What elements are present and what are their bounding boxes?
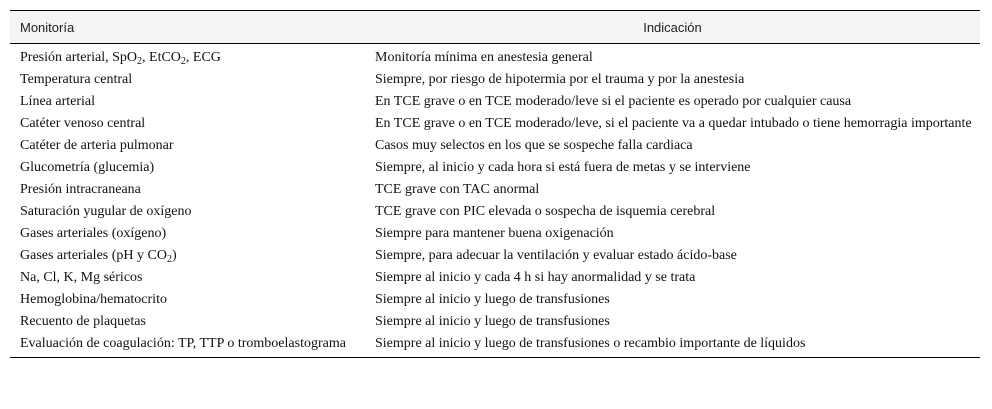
table-row	[10, 157, 980, 179]
cell-indicacion: Monitoría mínima en anestesia general	[375, 50, 593, 65]
cell-monitoria: Saturación yugular de oxígeno	[20, 204, 192, 219]
table-row	[10, 179, 980, 201]
table-header-row	[10, 11, 980, 44]
header-indicacion: Indicación	[365, 11, 980, 44]
cell-monitoria: Evaluación de coagulación: TP, TTP o tromboelastograma	[10, 333, 365, 358]
table-row	[10, 69, 980, 91]
monitoring-table-container	[10, 10, 980, 358]
cell-monitoria: Gases arteriales (oxígeno)	[20, 226, 167, 241]
cell-indicacion: Siempre, al inicio y cada hora si está fuera de metas y se interviene	[375, 160, 751, 175]
cell-indicacion: Siempre al inicio y luego de transfusiones	[375, 314, 610, 329]
cell-monitoria: Catéter de arteria pulmonar	[20, 138, 174, 153]
cell-indicacion: Siempre al inicio y luego de transfusiones	[375, 292, 610, 307]
table-row	[10, 245, 980, 267]
cell-indicacion: Siempre, para adecuar la ventilación y evaluar estado ácido-base	[375, 248, 737, 263]
cell-monitoria: Presión intracraneana	[20, 182, 141, 197]
table-row	[10, 289, 980, 311]
cell-monitoria: Gases arteriales (pH y $CO_2$)	[20, 248, 177, 265]
table-body	[10, 44, 980, 358]
cell-monitoria: Glucometría (glucemia)	[20, 160, 155, 175]
cell-monitoria: Na, Cl, K, Mg séricos	[20, 270, 143, 285]
monitoring-table	[10, 10, 980, 358]
header-monitoria: Monitoría	[10, 11, 365, 44]
cell-monitoria: Presión arterial, SpO$_2$, EtCO$_2$, ECG	[20, 50, 221, 67]
cell-indicacion: Casos muy selectos en los que se sospeche falla cardiaca	[375, 138, 693, 153]
cell-indicacion: En TCE grave o en TCE moderado/leve si el paciente es operado por cualquier causa	[375, 94, 852, 109]
cell-monitoria: Hemoglobina/hematocrito	[20, 292, 167, 307]
table-row	[10, 267, 980, 289]
cell-indicacion: Siempre al inicio y cada 4 h si hay anormalidad y se trata	[375, 270, 696, 285]
cell-indicacion: En TCE grave o en TCE moderado/leve, si el paciente va a quedar intubado o tiene hemorragia importante	[375, 116, 972, 131]
table-row	[10, 135, 980, 157]
cell-indicacion: Siempre, por riesgo de hipotermia por el trauma y por la anestesia	[375, 72, 745, 87]
cell-indicacion: TCE grave con TAC anormal	[375, 182, 540, 197]
table-row	[10, 223, 980, 245]
cell-monitoria: Recuento de plaquetas	[20, 314, 146, 329]
cell-indicacion: Siempre para mantener buena oxigenación	[375, 226, 614, 241]
table-row	[10, 311, 980, 333]
table-row	[10, 201, 980, 223]
cell-indicacion: TCE grave con PIC elevada o sospecha de isquemia cerebral	[375, 204, 716, 219]
cell-monitoria: Catéter venoso central	[20, 116, 146, 131]
table-row	[10, 44, 980, 70]
cell-monitoria: Línea arterial	[20, 94, 96, 109]
table-row	[10, 91, 980, 113]
cell-monitoria: Temperatura central	[20, 72, 133, 87]
table-row	[10, 113, 980, 135]
cell-indicacion: Siempre al inicio y luego de transfusiones o recambio importante de líquidos	[365, 333, 980, 358]
table-row	[10, 333, 980, 358]
